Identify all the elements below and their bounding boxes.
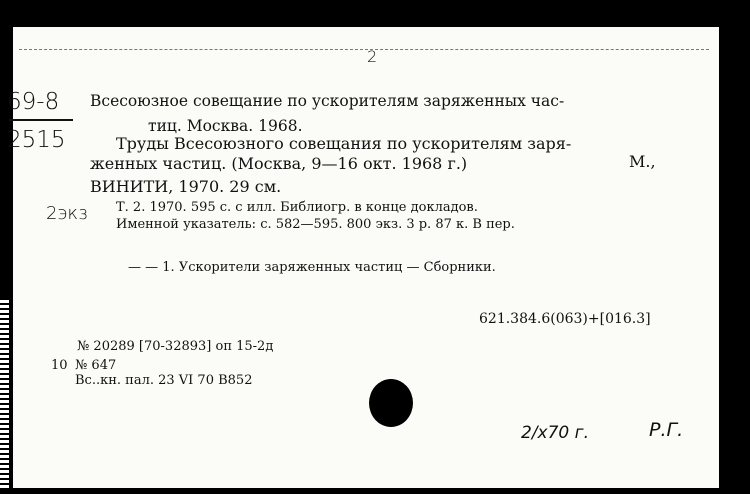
heading-line-1: Всесоюзное совещание по ускорителям заряженных час- — [90, 92, 565, 110]
record-line-3: Вс..кн. пал. 23 VI 70 В852 — [75, 373, 253, 388]
handwritten-note-initials: Р.Г. — [649, 419, 684, 441]
catalog-card — [7, 27, 719, 488]
subject-heading: — — 1. Ускорители заряженных частиц — Сборники. — [128, 260, 496, 275]
record-line-1: № 20289 [70-32893] оп 15-2д — [77, 339, 274, 354]
record-line-2: № 647 — [75, 358, 117, 373]
call-number-divider — [9, 119, 73, 121]
top-dashed-line — [19, 49, 709, 51]
index-line: Именной указатель: с. 582—595. 800 экз. 3 р. 87 к. В пер. — [116, 217, 515, 232]
classification-number: 621.384.6(063)+[016.3] — [479, 311, 651, 327]
publisher-line: ВИНИТИ, 1970. 29 см. — [90, 177, 282, 196]
handwritten-note-date: 2/х70 г. — [521, 423, 589, 443]
card-punch-hole — [369, 379, 413, 427]
call-number-top: 69-8 — [7, 89, 60, 115]
film-edge-strip — [0, 300, 9, 490]
page-number: 2 — [367, 47, 378, 66]
title-line-2: женных частиц. (Москва, 9—16 окт. 1968 г.) — [90, 154, 468, 173]
title-line-1: Труды Всесоюзного совещания по ускорителям заря- — [116, 134, 572, 153]
record-line-2-prefix: 10 — [51, 358, 68, 373]
volume-line: Т. 2. 1970. 595 с. с илл. Библиогр. в конце докладов. — [116, 200, 478, 215]
heading-line-2: тиц. Москва. 1968. — [148, 117, 303, 135]
handwritten-copies: 2экз — [46, 203, 88, 224]
publisher-city: М., — [629, 152, 656, 171]
call-number-bottom: 2515 — [7, 127, 66, 153]
